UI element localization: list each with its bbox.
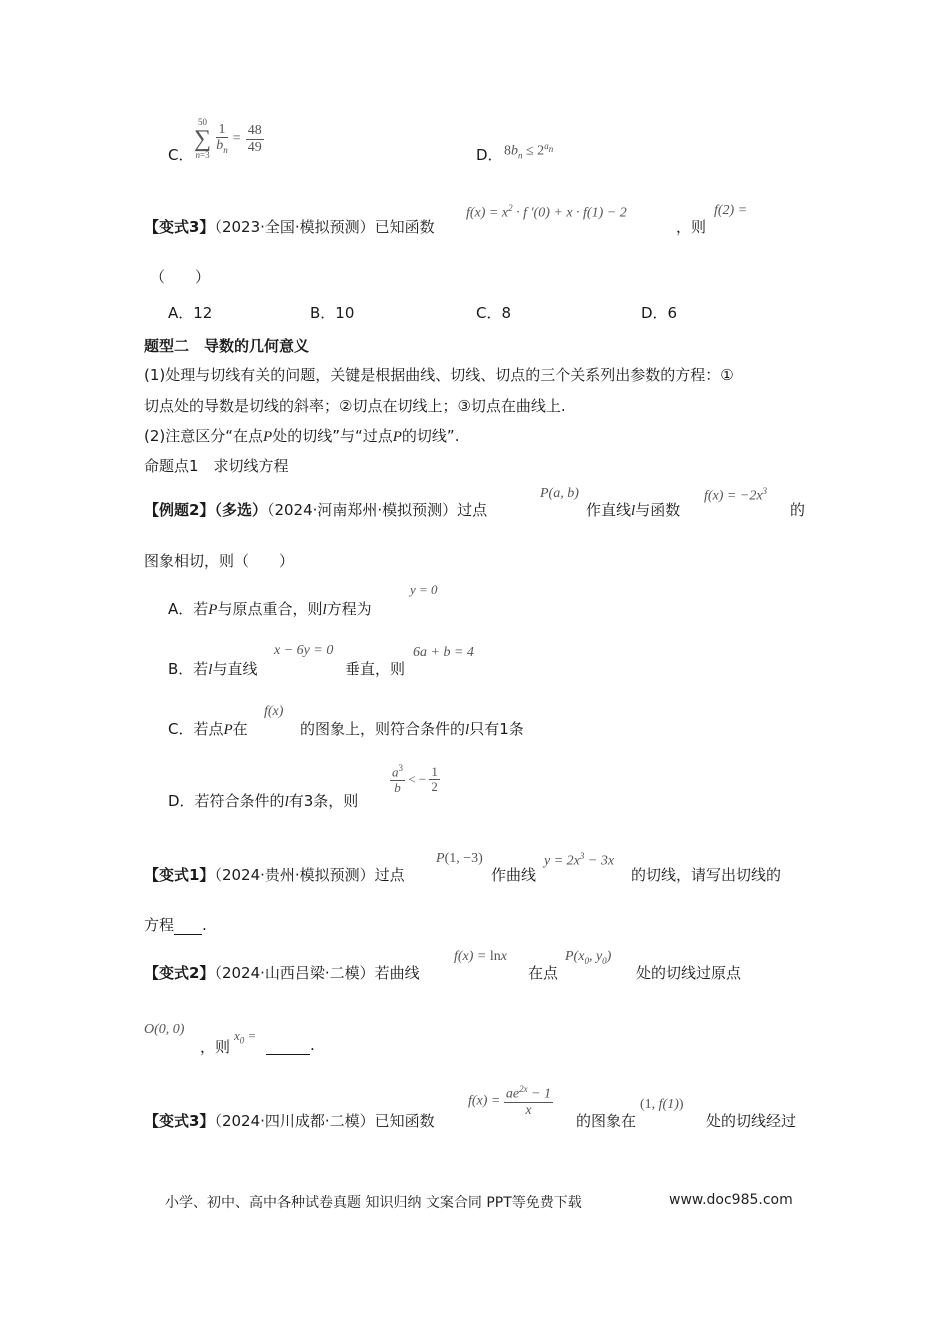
example2-line1: 【例题2】（多选）（2024·河南郑州·模拟预测）过点 <box>144 501 488 519</box>
subsection-title: 命题点1 求切线方程 <box>144 457 289 475</box>
variant2-line1: 【变式2】（2024·山西吕梁·二模）若曲线 <box>144 964 420 982</box>
example2-option-b: B．若l与直线 <box>168 660 258 678</box>
variant3a-source: （2023·全国·模拟预测）已知函数 <box>214 218 435 236</box>
example2-option-a-formula: y = 0 <box>410 582 438 597</box>
variant1-curve: $y = 2x^3 - 3x$ <box>544 851 615 869</box>
variant1-line1: 【变式1】（2024·贵州·模拟预测）过点 <box>144 866 405 884</box>
variant3a-choice-c: C．8 <box>476 304 512 322</box>
variant2-function: f(x) = lnx <box>454 949 507 964</box>
variant3b-point: (1, f(1)) <box>640 1097 684 1112</box>
variant3a-function: $f(x) = x^2 \cdot f$ ′(0) + x · f(1) − 2 <box>466 203 627 221</box>
variant3b-mid: 的图象在 <box>576 1112 637 1130</box>
variant3b-line1: 【变式3】（2024·四川成都·二模）已知函数 <box>144 1112 435 1130</box>
variant1-end: 的切线，请写出切线的 <box>631 866 782 884</box>
choice-c-label: C． <box>168 146 194 164</box>
variant2-origin: O(0, 0) <box>144 1022 185 1037</box>
variant2-blank-line: . <box>266 1036 315 1055</box>
variant2-mid: 在点 <box>528 964 559 982</box>
example2-option-b-line: x − 6y = 0 <box>274 643 334 658</box>
choice-d-label: D． <box>476 146 503 164</box>
variant3a-choice-a: A．12 <box>168 304 213 322</box>
example2-option-c: C．若点P在 <box>168 720 248 738</box>
example2-option-d: D．若符合条件的l有3条，则 <box>168 792 359 810</box>
example2-function: $f(x) = -2x^3$ <box>704 486 768 504</box>
example2-line2: 图象相切，则（ ） <box>144 552 295 570</box>
example2-point: P(a, b) <box>540 486 579 501</box>
example2-option-b-end: 垂直，则 <box>345 660 406 678</box>
variant3a-tag: 【变式3】 <box>144 218 215 236</box>
section-title: 题型二 导数的几何意义 <box>144 337 310 355</box>
example2-option-b-formula: 6a + b = 4 <box>413 645 474 660</box>
choice-c-formula: 50 ∑ n=3 $\frac{1}{b_n}$ = $\frac{48}{49}$ <box>194 117 262 160</box>
example2-option-d-formula: $\frac{a^3}{b}$ < − $\frac{1}{2}$ <box>392 763 438 795</box>
variant3b-function: f(x) = $\frac{ae^{2x} - 1}{x}$ <box>468 1084 552 1119</box>
choice-d-formula: $8b_n \le 2^{a_n}$ <box>504 141 554 161</box>
footer-link[interactable]: www.doc985.com <box>669 1192 793 1208</box>
variant2-end: 处的切线过原点 <box>636 964 742 982</box>
variant3a-line <box>144 216 435 237</box>
variant3b-end: 处的切线经过 <box>706 1112 797 1130</box>
example2-option-c-func: f(x) <box>264 704 284 719</box>
variant3a-then: ，则 <box>676 218 707 236</box>
example2-option-a: A．若P与原点重合，则l方程为 <box>168 600 372 618</box>
variant3a-paren: （ ） <box>150 268 211 286</box>
example2-mid: 作直线l与函数 <box>586 501 681 519</box>
answer-blank[interactable] <box>266 1036 310 1055</box>
section-line1: (1)处理与切线有关的问题，关键是根据曲线、切线、切点的三个关系列出参数的方程：① <box>144 366 734 384</box>
variant1-point: P(1, −3) <box>436 851 483 866</box>
variant2-x0: $x_0$ = <box>234 1028 257 1046</box>
variant1-mid: 作曲线 <box>491 866 537 884</box>
example2-end: 的 <box>790 501 806 519</box>
footer-text: 小学、初中、高中各种试卷真题 知识归纳 文案合同 PPT等免费下载 <box>165 1195 582 1211</box>
variant3a-choice-d: D．6 <box>641 304 678 322</box>
section-line2: 切点处的导数是切线的斜率；②切点在切线上；③切点在曲线上. <box>144 397 566 415</box>
example2-option-c-end: 的图象上，则符合条件的l只有1条 <box>300 720 524 738</box>
section-line3: (2)注意区分“在点P处的切线”与“过点P的切线”. <box>144 427 460 445</box>
variant1-line2: 方程 . <box>144 916 207 934</box>
variant3a-choice-b: B．10 <box>310 304 355 322</box>
variant3a-target: f(2) = <box>714 203 748 218</box>
answer-blank[interactable] <box>174 916 202 935</box>
variant2-point: $P(x_0$, $y_0$) <box>565 949 612 966</box>
variant2-then: ，则 <box>200 1038 231 1056</box>
